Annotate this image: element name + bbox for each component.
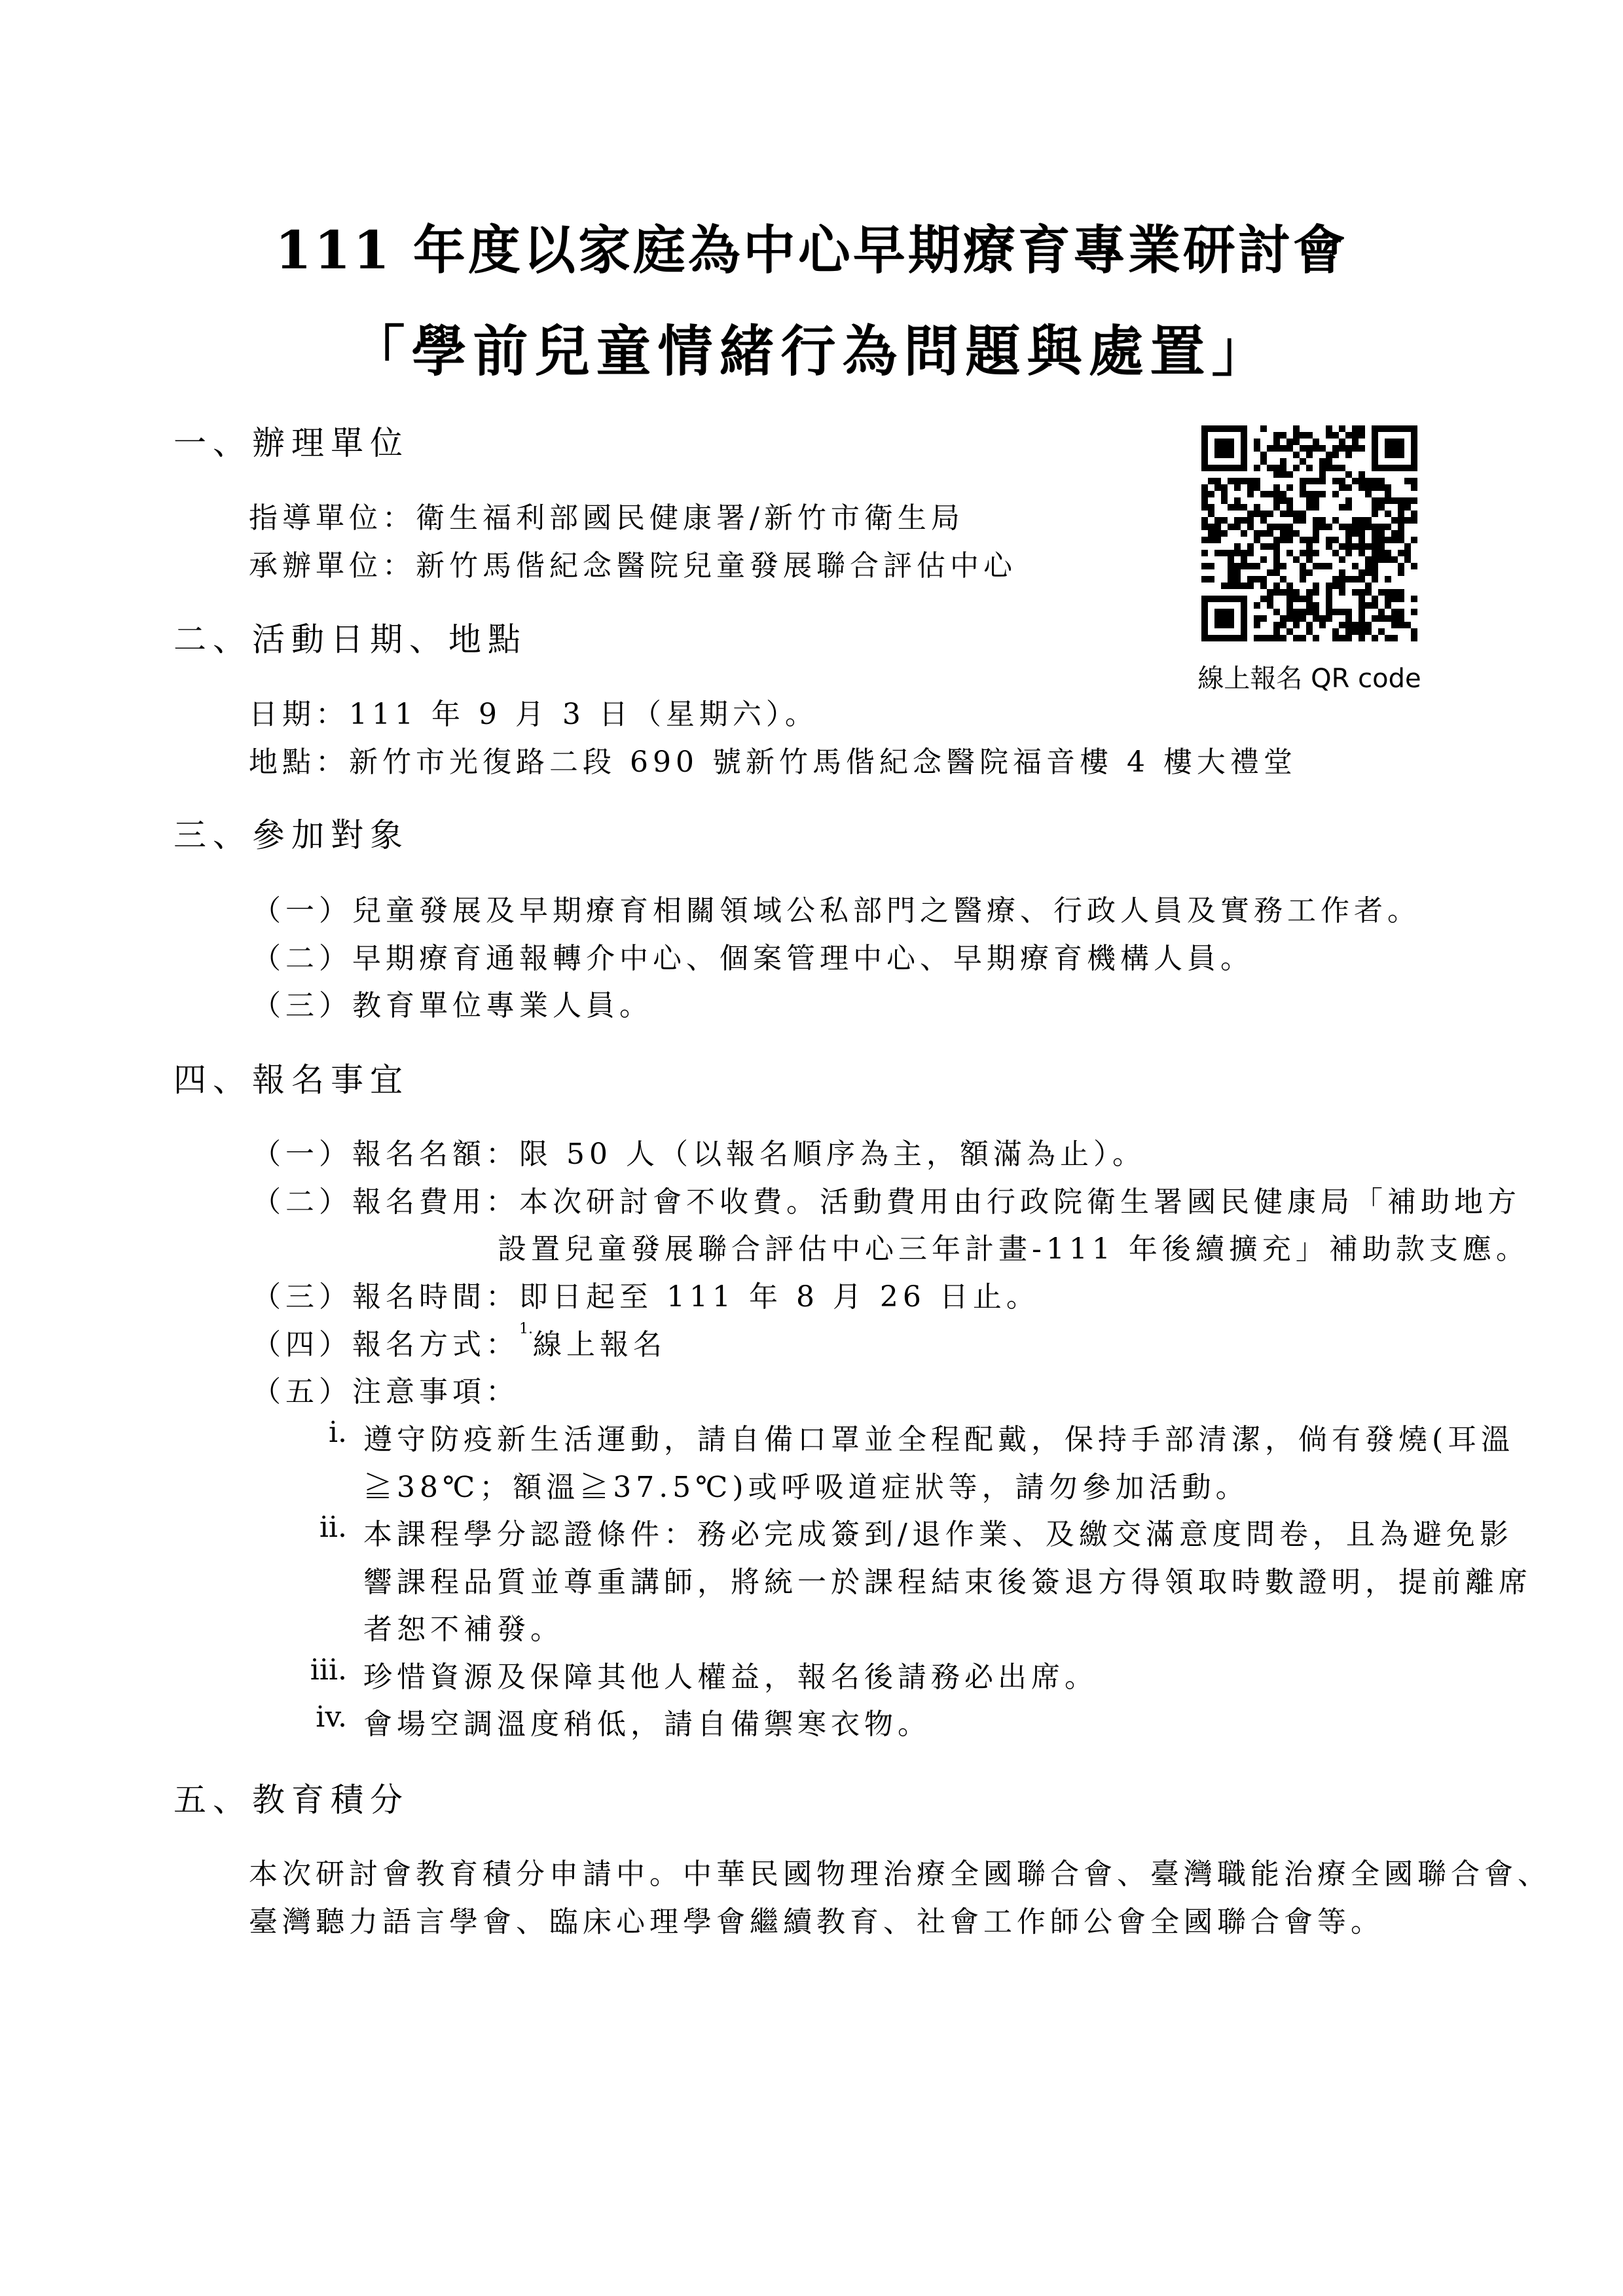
- section-heading-organizers: 一、辦理單位: [173, 424, 409, 462]
- qr-code-icon[interactable]: [1201, 425, 1417, 641]
- registration-method-label: （四）報名方式：: [252, 1328, 519, 1361]
- credits-text: 本次研討會教育積分申請中。中華民國物理治療全國聯合會、臺灣職能治療全國聯合會、: [249, 1857, 1551, 1891]
- credits-text-continued: 臺灣聽力語言學會、臨床心理學會繼續教育、社會工作師公會全國聯合會等。: [249, 1905, 1384, 1939]
- guide-unit: 指導單位：衛生福利部國民健康署/新竹市衛生局: [249, 501, 964, 535]
- audience-item: （二）早期療育通報轉介中心、個案管理中心、早期療育機構人員。: [252, 942, 1254, 975]
- note-number: iv.: [316, 1700, 347, 1734]
- note-number: iii.: [310, 1653, 347, 1687]
- section-heading-credits: 五、教育積分: [173, 1781, 409, 1819]
- host-unit: 承辦單位：新竹馬偕紀念醫院兒童發展聯合評估中心: [249, 549, 1017, 583]
- event-place: 地點：新竹市光復路二段 690 號新竹馬偕紀念醫院福音樓 4 樓大禮堂: [249, 745, 1297, 779]
- registration-period: （三）報名時間：即日起至 111 年 8 月 26 日止。: [252, 1280, 1040, 1314]
- audience-item: （一）兒童發展及早期療育相關領域公私部門之醫療、行政人員及實務工作者。: [252, 894, 1421, 927]
- note-line: 本課程學分認證條件：務必完成簽到/退作業、及繳交滿意度問卷，且為避免影: [363, 1518, 1513, 1551]
- note-line: 遵守防疫新生活運動，請自備口罩並全程配戴，保持手部清潔，倘有發燒(耳溫: [363, 1423, 1515, 1456]
- event-date: 日期：111 年 9 月 3 日（星期六）。: [249, 698, 818, 731]
- note-line: 珍惜資源及保障其他人權益，報名後請務必出席。: [363, 1660, 1098, 1694]
- section-heading-date-place: 二、活動日期、地點: [173, 620, 527, 658]
- note-number: ii.: [319, 1511, 347, 1544]
- registration-fee: （二）報名費用：本次研討會不收費。活動費用由行政院衛生署國民健康局「補助地方: [252, 1185, 1521, 1219]
- audience-item: （三）教育單位專業人員。: [252, 989, 653, 1022]
- document-title: 111 年度以家庭為中心早期療育專業研討會: [275, 219, 1348, 281]
- registration-method-value: 線上報名: [533, 1328, 666, 1361]
- note-line: 響課程品質並尊重講師，將統一於課程結束後簽退方得領取時數證明，提前離席: [363, 1566, 1532, 1599]
- registration-method: [252, 1321, 666, 1363]
- section-heading-registration: 四、報名事宜: [173, 1061, 409, 1099]
- note-line: 者恕不補發。: [363, 1613, 564, 1646]
- qr-caption: 線上報名 QR code: [1197, 664, 1421, 694]
- registration-quota: （一）報名名額：限 50 人（以報名順序為主，額滿為止）。: [252, 1138, 1146, 1171]
- notes-heading: （五）注意事項：: [252, 1375, 519, 1408]
- section-heading-audience: 三、參加對象: [173, 816, 409, 854]
- note-number: i.: [328, 1416, 347, 1449]
- registration-fee-continued: 設置兒童發展聯合評估中心三年計畫-111 年後續擴充」補助款支應。: [498, 1232, 1529, 1266]
- note-line: ≧38℃；額溫≧37.5℃)或呼吸道症狀等，請勿參加活動。: [363, 1471, 1249, 1504]
- document-subtitle: 「學前兒童情緒行為問題與處置」: [350, 319, 1273, 384]
- note-line: 會場空調溫度稍低，請自備禦寒衣物。: [363, 1708, 931, 1741]
- list-marker: 1.: [519, 1321, 533, 1337]
